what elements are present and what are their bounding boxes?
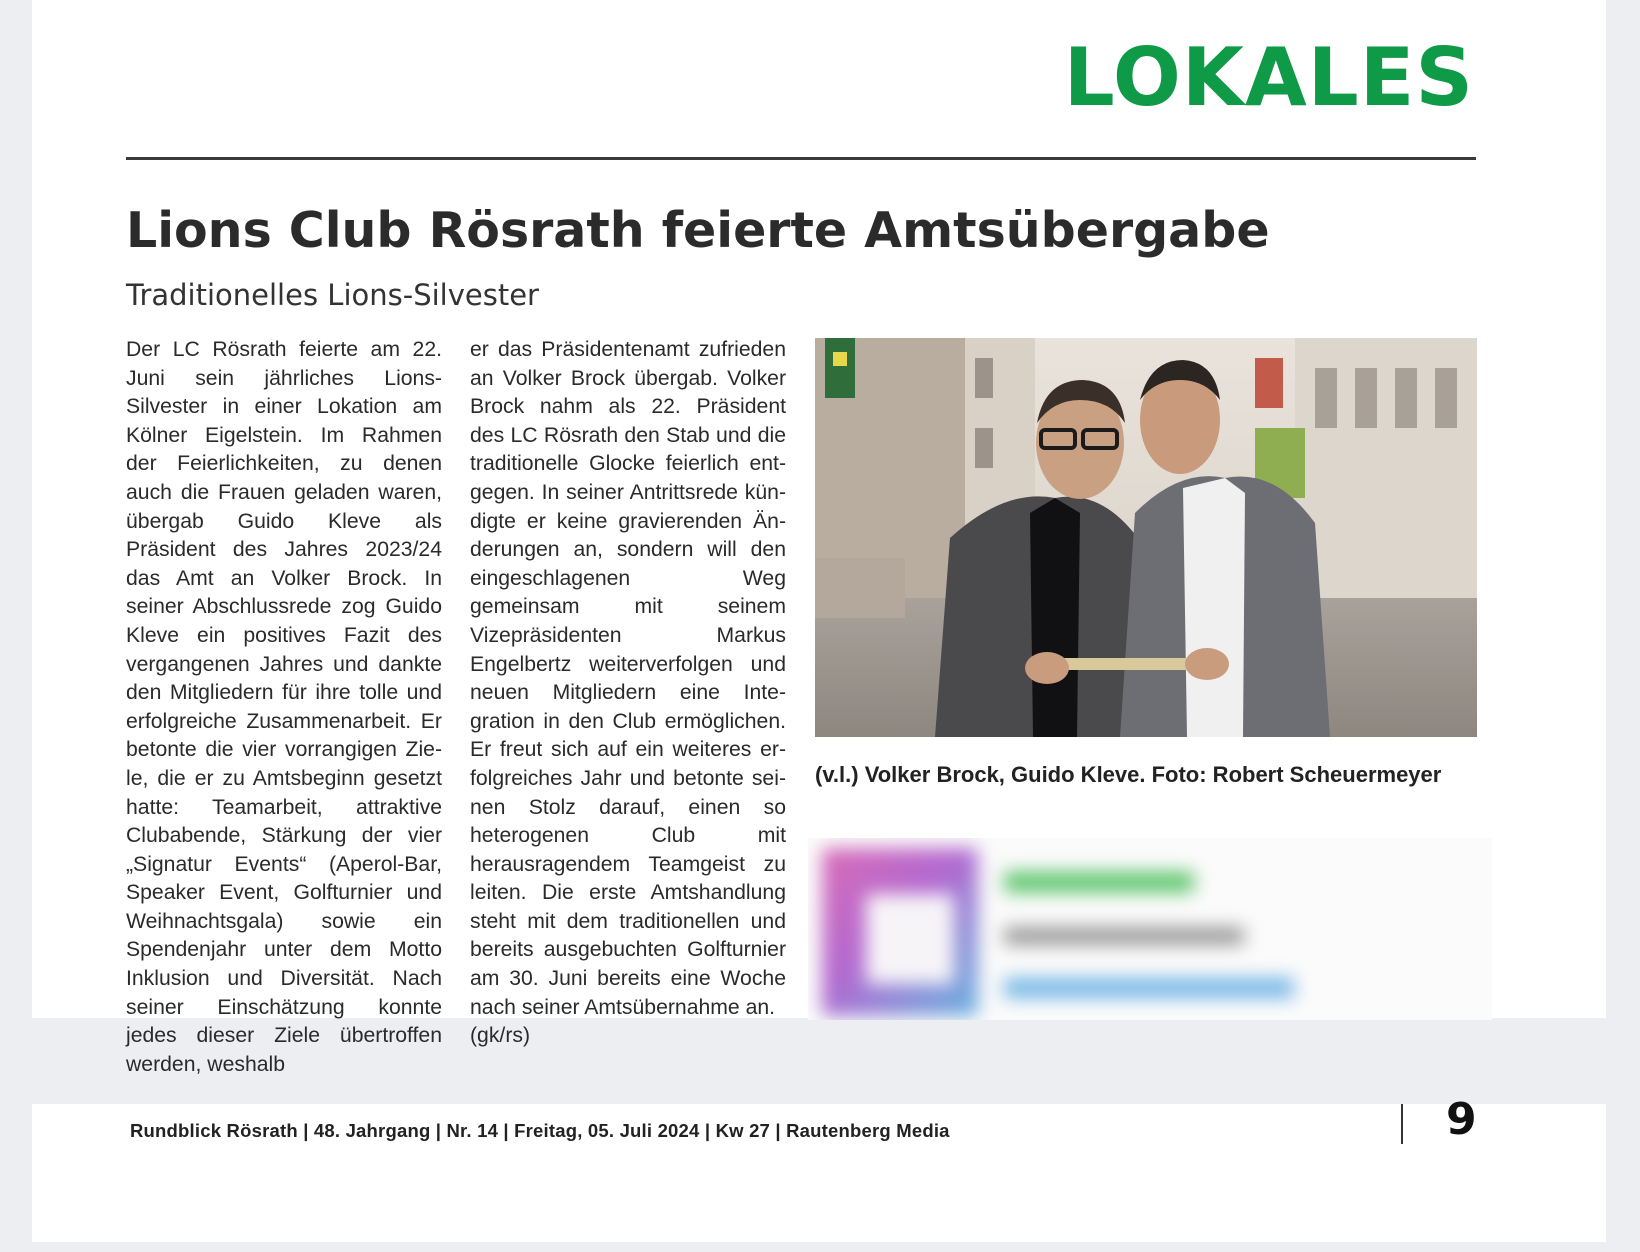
article-subtitle: Traditionelles Lions-Silvester xyxy=(126,278,539,312)
ad-line xyxy=(1004,928,1244,944)
article-photo xyxy=(815,338,1477,737)
blurred-advertisement xyxy=(808,838,1492,1020)
ad-line xyxy=(1004,978,1294,998)
article-column-1: Der LC Rösrath feierte am 22. Juni sein jährliches Lions-Silvester in einer Lokation am Kölner Eigelstein. Im Rahmen der Feierlichkeiten, zu denen auch die Frauen geladen waren, übergab Guido Kleve als Präsident des Jahres 2023/24 das Amt an Volker Brock. In seiner Abschlussrede zog Guido Kleve ein positives Fazit des vergangenen Jahres und dankte den Mitgliedern für ihre tolle und erfolgreiche Zusammenarbeit. Er betonte die vier vorrangigen Ziele, die er zu Amtsbeginn gesetzt hatte: Teamarbeit, attraktive Clubabende, Stärkung der vier „Signatur Events“ (Aperol-Bar, Speaker Event, Golfturnier und Weihnachtsgala) sowie ein Spendenjahr unter dem Motto Inklusion und Diversität. Nach seiner Einschätzung konnte jedes dieser Ziele übertroffen werden, weshalb xyxy=(126,338,442,1076)
section-heading: LOKALES xyxy=(1063,31,1474,124)
article-title: Lions Club Rösrath feierte Amtsübergabe xyxy=(126,202,1270,259)
footer-separator xyxy=(1401,1104,1403,1144)
ad-line xyxy=(1004,872,1194,892)
header-divider xyxy=(126,157,1476,160)
ad-logo xyxy=(822,848,978,1016)
article-column-2-text: er das Präsidentenamt zufrieden an Volker Brock übergab. Volker Brock nahm als 22. Präsident des LC Rösrath den Stab und die traditionelle Glocke feierlich entgegen. In seiner Antrittsrede kündigte er keine gravierenden Änderungen an, sondern will den eingeschlagenen Weg gemeinsam mit seinem Vizepräsidenten Markus Engelbertz weiterverfolgen und neuen Mitgliedern eine Integration in den Club ermöglichen. Er freut sich auf ein weiteres erfolgreiches Jahr und betonte seinen Stolz darauf, einen so heterogenen Club mit herausragendem Teamgeist zu leiten. Die erste Amtshandlung steht mit dem traditionellen und bereits ausgebuchten Golfturnier am 30. Juni bereits eine Woche nach seiner Amtsübernahme an. xyxy=(470,338,786,1019)
photo-caption: (v.l.) Volker Brock, Guido Kleve. Foto: Robert Scheuermeyer xyxy=(815,762,1442,787)
publication-footer: Rundblick Rösrath | 48. Jahrgang | Nr. 14 | Freitag, 05. Juli 2024 | Kw 27 | Rautenberg Media xyxy=(130,1120,950,1141)
page-number: 9 xyxy=(1446,1094,1477,1145)
article-signature: (gk/rs) xyxy=(470,1024,531,1048)
article-column-2 xyxy=(470,336,786,1051)
